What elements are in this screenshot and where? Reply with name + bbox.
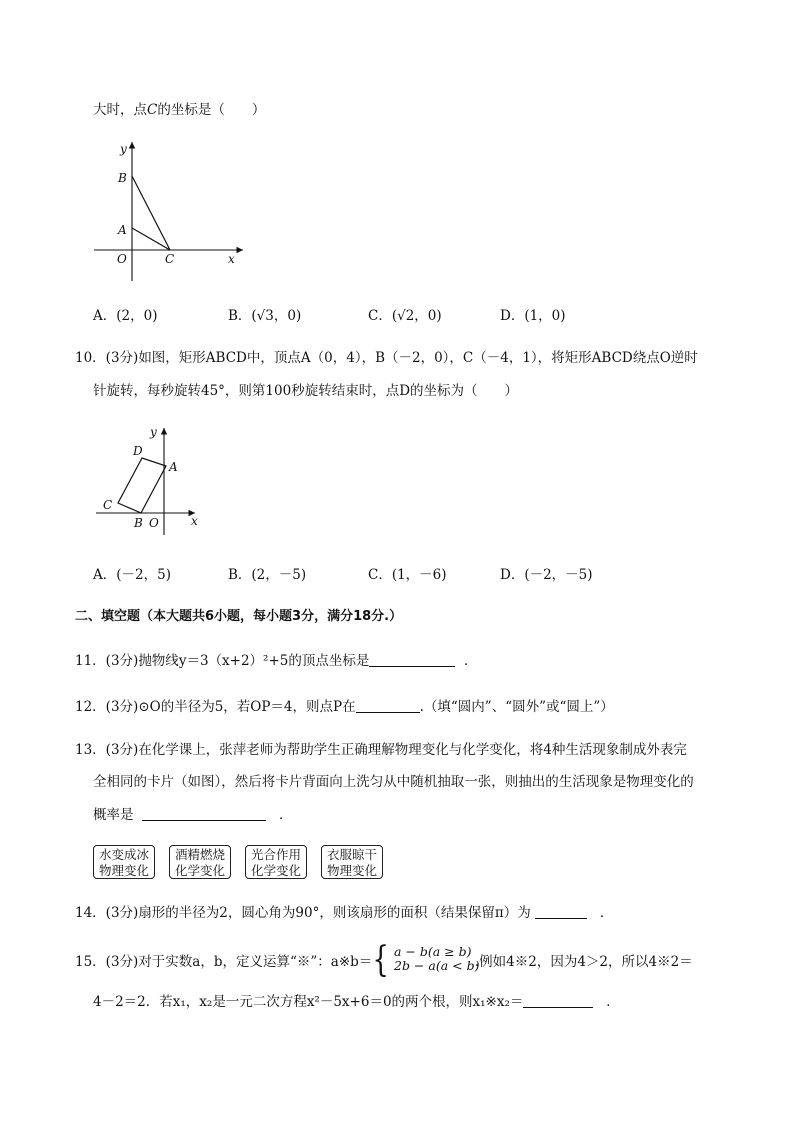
q9-figure	[88, 136, 258, 286]
q13-answer-blank[interactable]	[142, 806, 266, 821]
q13-line-3: 概率是 ．	[93, 807, 293, 823]
q10-label-y: y	[150, 425, 157, 439]
q15-piecewise-case-1: a − b(a ≥ b)	[394, 944, 472, 959]
q15-brace: {	[372, 939, 389, 981]
card-clothes-drying: 衣服晾干 物理变化	[321, 845, 383, 879]
q10-option-d[interactable]: D．(－2，－5)	[500, 567, 593, 583]
q9-option-d[interactable]: D．(1，0)	[500, 308, 566, 324]
q14: 14．(3分)扇形的半径为2，圆心角为90°，则该扇形的面积（结果保留π）为 ．	[75, 905, 614, 921]
q15-line-1: 15．(3分)对于实数a，b，定义运算“※”：a※b＝{ .例如4※2，因为4＞2，所以4※2＝	[75, 939, 693, 981]
q11-formula: y＝3（x+2）²+5	[178, 653, 289, 669]
q9-option-c[interactable]: C．(√2，0)	[368, 308, 442, 324]
q11-answer-blank[interactable]	[369, 652, 455, 667]
q9-option-b[interactable]: B．(√3，0)	[228, 308, 302, 324]
q10-label-o: O	[149, 516, 159, 530]
q10-line-1: 10．(3分)如图，矩形ABCD中，顶点A（0，4），B（－2，0），C（－4，1），将矩形ABCD绕点O逆时	[75, 350, 698, 366]
q10-label-x: x	[191, 514, 198, 528]
q10-label-d: D	[133, 444, 143, 458]
q13-line-2: 全相同的卡片（如图），然后将卡片背面向上洗匀从中随机抽取一张，则抽出的生活现象是物理变化的	[93, 774, 694, 790]
q10-option-b[interactable]: B．(2，－5)	[228, 567, 307, 583]
card-alcohol-burning: 酒精燃烧 化学变化	[169, 845, 231, 879]
q10-label-b: B	[134, 516, 143, 530]
q11: 11．(3分)抛物线y＝3（x+2）²+5的顶点坐标是 ．	[75, 653, 478, 669]
section-fill-in-title: 二、填空题（本大题共6小题，每小题3分，满分18分.）	[75, 609, 403, 624]
q9-option-a[interactable]: A．(2，0)	[93, 308, 158, 324]
q10-line-2: 针旋转，每秒旋转45°，则第100秒旋转结束时，点D的坐标为（ ）	[93, 383, 519, 399]
q9-label-o: O	[117, 252, 127, 266]
q10-option-a[interactable]: A．(－2，5)	[93, 567, 171, 583]
q10-label-a: A	[169, 460, 178, 474]
q10-rectangle-abcd	[118, 458, 166, 513]
q9-label-c: C	[165, 252, 175, 266]
card-photosynthesis: 光合作用 化学变化	[245, 845, 307, 879]
q10-option-c[interactable]: C．(1，－6)	[368, 567, 447, 583]
q10-options	[93, 563, 653, 583]
q15-answer-blank[interactable]	[523, 993, 593, 1008]
q14-answer-blank[interactable]	[535, 904, 587, 919]
q15-line-2: 4－2＝2．若x₁，x₂是一元二次方程x²－5x+6＝0的两个根，则x₁※x₂＝ ．	[93, 994, 620, 1010]
q10-label-c: C	[103, 498, 113, 512]
q9-label-y: y	[120, 142, 127, 156]
q13-line-1: 13．(3分)在化学课上，张萍老师为帮助学生正确理解物理变化与化学变化，将4种生活现象制成外表完	[75, 742, 687, 758]
q12: 12．(3分)⊙O的半径为5，若OP＝4，则点P在 .（填“圆内”、“圆外”或“圆上”）	[75, 699, 614, 715]
q9-label-a: A	[118, 223, 127, 237]
q9-stem: 大时，点C的坐标是（ ）	[93, 102, 266, 118]
q12-answer-blank[interactable]	[356, 698, 420, 713]
card-water-to-ice: 水变成冰 物理变化	[93, 845, 155, 879]
q10-figure	[92, 420, 212, 540]
q9-label-x: x	[228, 252, 235, 266]
q9-label-b: B	[118, 171, 127, 185]
q15-piecewise-case-2: 2b − a(a < b)	[394, 958, 480, 973]
q9-options	[93, 304, 653, 324]
